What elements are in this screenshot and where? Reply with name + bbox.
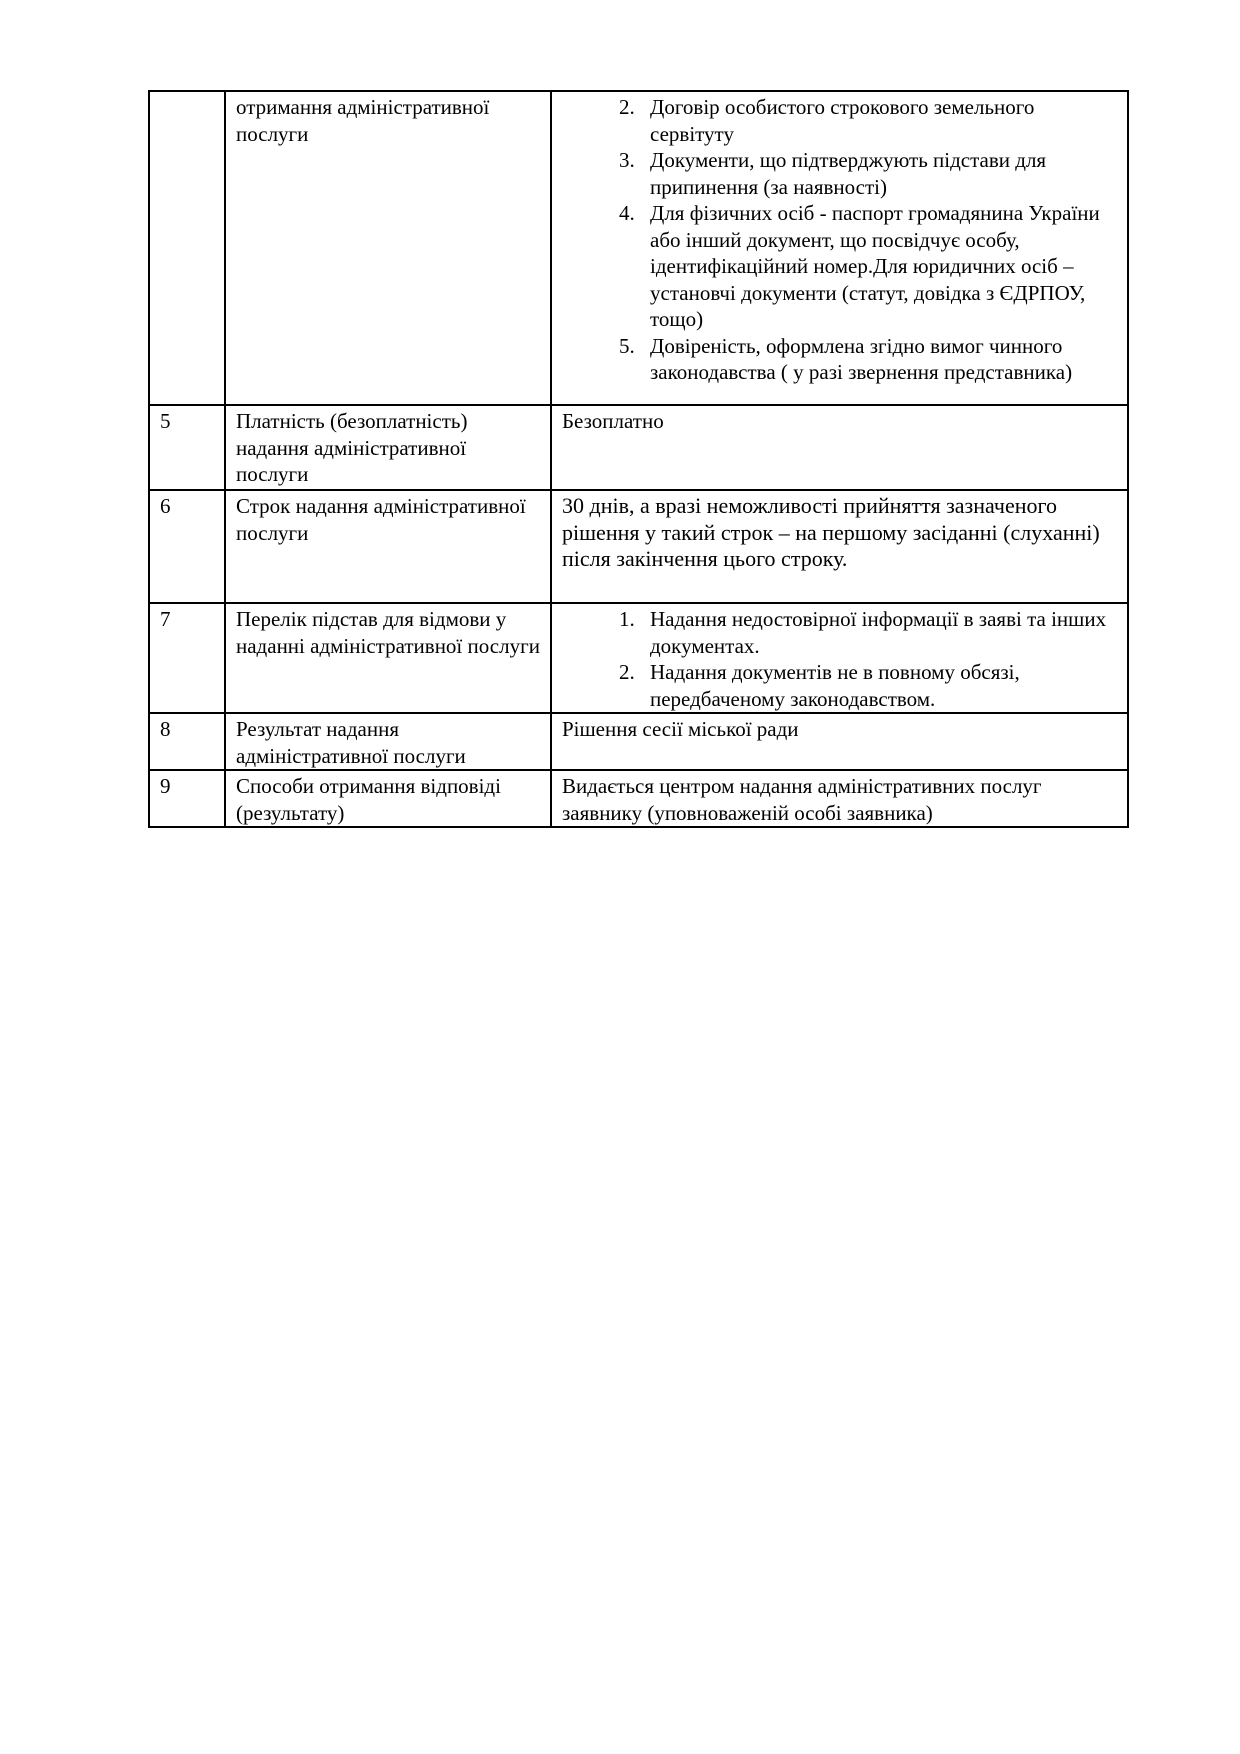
documents-list: [562, 94, 1119, 386]
row-number: 5: [149, 405, 225, 490]
table-row: [149, 770, 1128, 827]
row-value: Рішення сесії міської ради: [551, 713, 1128, 770]
table-row: [149, 91, 1128, 405]
row-value: 30 днів, а вразі неможливості прийняття зазначеного рішення у такий строк – на першому засіданні (слуханні) після закінчення цього строку.: [551, 490, 1128, 603]
list-item: 1. Надання недостовірної інформації в заяві та інших документах.: [640, 606, 1119, 659]
row-value: Безоплатно: [551, 405, 1128, 490]
row-number: 6: [149, 490, 225, 603]
table-row: [149, 713, 1128, 770]
table-row: [149, 603, 1128, 713]
row-number: [149, 91, 225, 405]
row-label: Перелік підстав для відмови у наданні адміністративної послуги: [225, 603, 551, 713]
list-item: 2. Надання документів не в повному обсязі, передбаченому законодавством.: [640, 659, 1119, 712]
row-value: [551, 91, 1128, 405]
row-number: 9: [149, 770, 225, 827]
row-number: 8: [149, 713, 225, 770]
list-item: 4. Для фізичних осіб - паспорт громадянина України або інший документ, що посвідчує особу, ідентифікаційний номер.Для юридичних осіб – установчі документи (статут, довідка з ЄДРПОУ, тощо): [640, 200, 1119, 333]
row-value: Видається центром надання адміністративних послуг заявнику (уповноваженій особі заявника): [551, 770, 1128, 827]
list-item: 2. Договір особистого строкового земельного сервітуту: [640, 94, 1119, 147]
list-item: 3. Документи, що підтверджують підстави для припинення (за наявності): [640, 147, 1119, 200]
table-row: [149, 405, 1128, 490]
row-label: Платність (безоплатність) надання адміністративної послуги: [225, 405, 551, 490]
list-item: 5. Довіреність, оформлена згідно вимог чинного законодавства ( у разі звернення представника): [640, 333, 1119, 386]
refusal-reasons-list: [562, 606, 1119, 712]
row-number: 7: [149, 603, 225, 713]
row-value: [551, 603, 1128, 713]
row-label: отримання адміністративної послуги: [225, 91, 551, 405]
row-label: Способи отримання відповіді (результату): [225, 770, 551, 827]
row-label: Строк надання адміністративної послуги: [225, 490, 551, 603]
table-row: [149, 490, 1128, 603]
row-label: Результат надання адміністративної послуги: [225, 713, 551, 770]
service-info-table: [148, 90, 1129, 828]
